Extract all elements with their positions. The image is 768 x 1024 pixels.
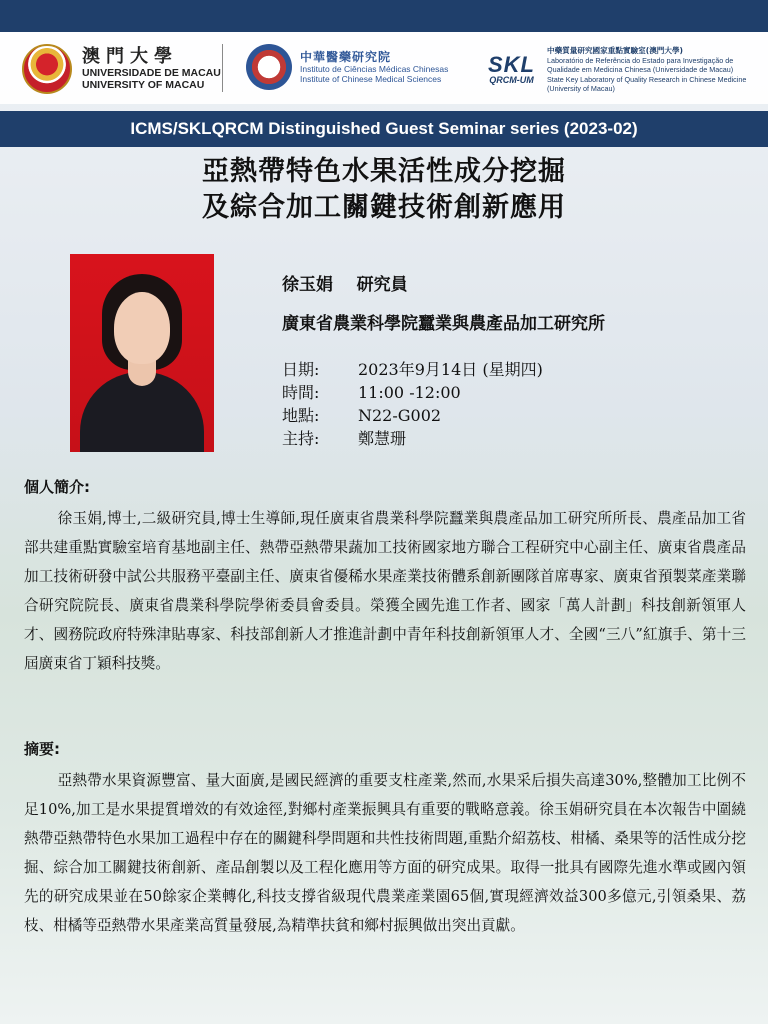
- seminar-series-banner: ICMS/SKLQRCM Distinguished Guest Seminar series (2023-02): [0, 111, 768, 147]
- speaker-info: [282, 270, 605, 334]
- event-details: [282, 358, 543, 450]
- venue-row: [282, 404, 543, 427]
- seminar-title: [0, 154, 768, 226]
- title-line-1: 亞熱帶特色水果活性成分挖掘: [202, 156, 566, 187]
- date-value: 2023年9月14日 (星期四): [358, 360, 543, 379]
- icms-name-pt: Instituto de Ciências Médicas Chinesas: [300, 64, 449, 74]
- venue-label: 地點:: [282, 406, 320, 425]
- host-value: 鄭慧珊: [358, 429, 407, 448]
- host-row: [282, 427, 543, 450]
- date-row: [282, 358, 543, 381]
- top-color-bar: [0, 0, 768, 32]
- icms-logo: [246, 44, 448, 90]
- skl-name-en: State Key Laboratory of Quality Research in Chinese Medicine (University of Macau): [547, 74, 747, 93]
- um-name-cn: 澳門大學: [82, 45, 178, 67]
- abstract-text: 亞熱帶水果資源豐富、量大面廣,是國民經濟的重要支柱產業,然而,水果采后損失高達30%,整體加工比例不足10%,加工是水果提質增效的有效途徑,對鄉村產業振興具有重要的戰略意義。徐玉娟研究員在本次報告中圍繞熱帶亞熱帶特色水果加工過程中存在的關鍵科學問題和共性技術問題,重點介紹荔枝、柑橘、桑果等的活性成分挖掘、綜合加工關鍵技術創新、產品創製以及工程化應用等方面的研究成果。取得一批具有國際先進水準或國內領先的研究成果並在50餘家企業轉化,科技支撐省級現代農業產業園65個,實現經濟效益300多億元,引領桑果、荔枝、柑橘等亞熱帶水果產業高質量發展,為精準扶貧和鄉村振興做出突出貢獻。: [24, 772, 746, 934]
- title-line-2: 及綜合加工關鍵技術創新應用: [202, 192, 566, 223]
- host-label: 主持:: [282, 429, 320, 448]
- skl-emblem-icon: SKL QRCM-UM: [488, 52, 535, 86]
- skl-name-cn: 中藥質量研究國家重點實驗室(澳門大學): [547, 46, 684, 55]
- skl-logo: [488, 46, 747, 93]
- logo-divider: [222, 44, 223, 92]
- icms-emblem-icon: [246, 44, 292, 90]
- speaker-name-title: 徐玉娟 研究員: [282, 275, 408, 295]
- abstract-heading: 摘要:: [24, 740, 60, 758]
- time-row: [282, 381, 543, 404]
- logo-header: [0, 32, 768, 104]
- speaker-institution: 廣東省農業科學院蠶業與農產品加工研究所: [282, 314, 605, 334]
- um-crest-icon: [22, 44, 72, 94]
- bio-heading: 個人簡介:: [24, 478, 90, 496]
- time-label: 時間:: [282, 383, 320, 402]
- um-logo: [22, 44, 221, 94]
- date-label: 日期:: [282, 360, 320, 379]
- time-value: 11:00 -12:00: [358, 383, 461, 402]
- um-name-en: UNIVERSITY OF MACAU: [82, 79, 205, 92]
- bio-text: 徐玉娟,博士,二級研究員,博士生導師,現任廣東省農業科學院蠶業與農產品加工研究所所長、農產品加工省部共建重點實驗室培育基地副主任、熱帶亞熱帶果蔬加工技術國家地方聯合工程研究中心副主任、廣東省農產品加工技術研發中試公共服務平臺副主任、廣東省優稀水果產業技術體系創新團隊首席專家、廣東省預製菜產業聯合研究院院長、廣東省農業科學院學術委員會委員。榮獲全國先進工作者、國家「萬人計劃」科技創新領軍人才、國務院政府特殊津貼專家、科技部創新人才推進計劃中青年科技創新領軍人才、全國“三八”紅旗手、第十三屆廣東省丁穎科技獎。: [24, 510, 746, 672]
- icms-name-en: Institute of Chinese Medical Sciences: [300, 74, 442, 85]
- skl-name-pt: Laboratório de Referência do Estado para Investigação de Qualidade em Medicina Chinesa (Universidade de Macau): [547, 55, 734, 75]
- um-name-pt: UNIVERSIDADE DE MACAU: [82, 67, 221, 80]
- venue-value: N22-G002: [358, 406, 442, 425]
- icms-name-cn: 中華醫藥研究院: [300, 49, 392, 64]
- speaker-photo: [70, 254, 214, 452]
